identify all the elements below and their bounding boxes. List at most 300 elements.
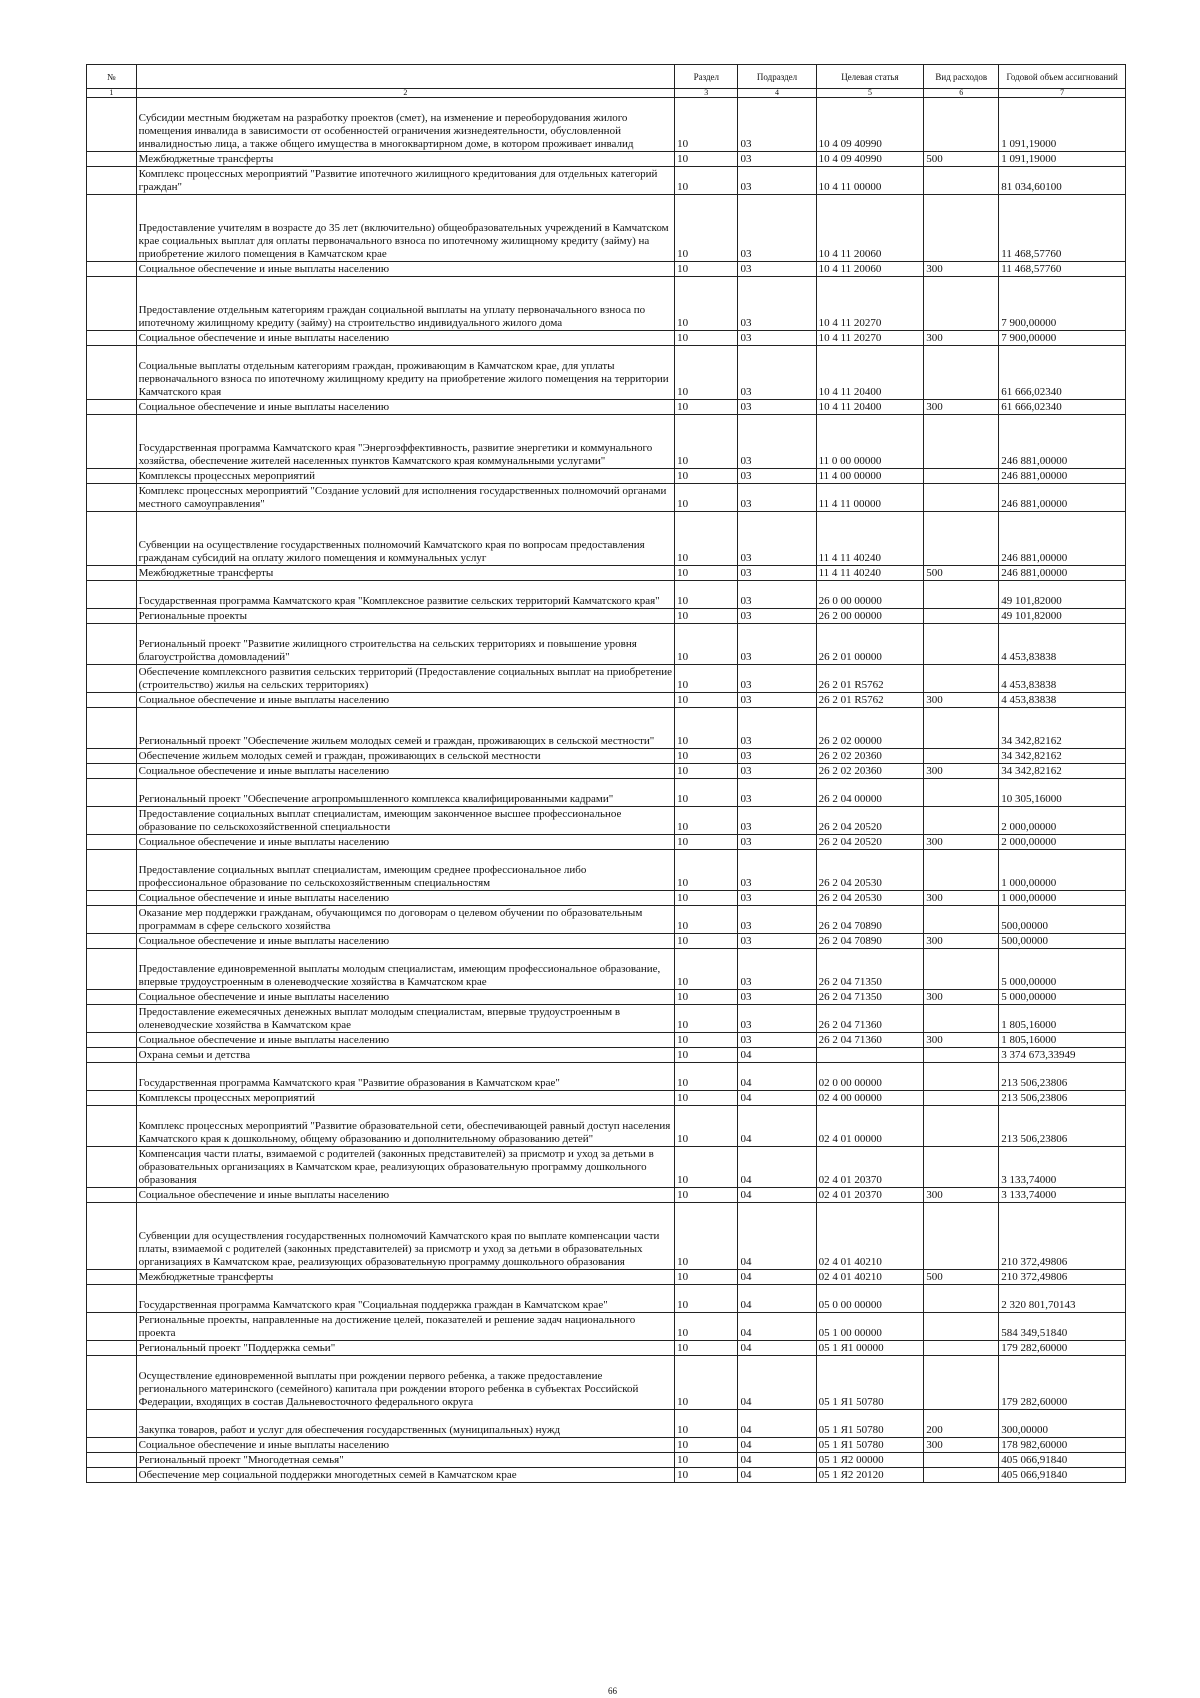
table-row <box>87 1091 1126 1106</box>
row-amount-cell: 5 000,00000 <box>999 949 1126 990</box>
row-subsection-cell: 03 <box>738 167 816 195</box>
table-row <box>87 807 1126 835</box>
row-target-article-cell: 26 2 02 20360 <box>816 749 924 764</box>
row-expense-type-cell <box>924 906 999 934</box>
row-section-cell: 10 <box>675 1106 738 1147</box>
table-row <box>87 779 1126 807</box>
row-section-cell: 10 <box>675 1313 738 1341</box>
row-amount-cell: 1 000,00000 <box>999 891 1126 906</box>
row-name-cell: Социальное обеспечение и иные выплаты населению <box>136 400 675 415</box>
row-expense-type-cell: 500 <box>924 1270 999 1285</box>
row-amount-cell: 246 881,00000 <box>999 566 1126 581</box>
table-row <box>87 1033 1126 1048</box>
row-subsection-cell: 03 <box>738 850 816 891</box>
row-expense-type-cell: 300 <box>924 1438 999 1453</box>
row-amount-cell: 2 000,00000 <box>999 807 1126 835</box>
row-name-cell: Предоставление социальных выплат специалистам, имеющим законченное высшее профессиональное образование по сельскохозяйственной специальности <box>136 807 675 835</box>
row-name-cell: Государственная программа Камчатского края "Комплексное развитие сельских территорий Камчатского края" <box>136 581 675 609</box>
row-number-cell <box>87 469 137 484</box>
table-row <box>87 152 1126 167</box>
budget-table <box>86 64 1126 1483</box>
row-expense-type-cell <box>924 850 999 891</box>
row-number-cell <box>87 1203 137 1270</box>
row-expense-type-cell: 300 <box>924 934 999 949</box>
row-section-cell: 10 <box>675 1091 738 1106</box>
row-target-article-cell: 26 2 04 20520 <box>816 835 924 850</box>
table-row <box>87 1341 1126 1356</box>
row-number-cell <box>87 1453 137 1468</box>
row-target-article-cell: 05 1 Я1 50780 <box>816 1356 924 1410</box>
row-subsection-cell: 04 <box>738 1106 816 1147</box>
row-number-cell <box>87 98 137 152</box>
row-subsection-cell: 04 <box>738 1285 816 1313</box>
table-row <box>87 98 1126 152</box>
row-expense-type-cell <box>924 195 999 262</box>
row-number-cell <box>87 708 137 749</box>
row-amount-cell: 3 133,74000 <box>999 1147 1126 1188</box>
row-section-cell: 10 <box>675 1203 738 1270</box>
header-subsection: Подраздел <box>738 65 816 89</box>
row-number-cell <box>87 1063 137 1091</box>
column-index: 4 <box>738 89 816 98</box>
row-amount-cell: 246 881,00000 <box>999 484 1126 512</box>
row-expense-type-cell <box>924 779 999 807</box>
row-section-cell: 10 <box>675 1468 738 1483</box>
table-row <box>87 1468 1126 1483</box>
row-amount-cell: 61 666,02340 <box>999 346 1126 400</box>
row-section-cell: 10 <box>675 1005 738 1033</box>
row-subsection-cell: 03 <box>738 990 816 1005</box>
row-section-cell: 10 <box>675 609 738 624</box>
row-name-cell: Региональные проекты, направленные на достижение целей, показателей и решение задач национального проекта <box>136 1313 675 1341</box>
row-subsection-cell: 03 <box>738 693 816 708</box>
row-target-article-cell: 11 4 11 40240 <box>816 566 924 581</box>
row-section-cell: 10 <box>675 1033 738 1048</box>
row-amount-cell: 178 982,60000 <box>999 1438 1126 1453</box>
row-expense-type-cell <box>924 609 999 624</box>
row-number-cell <box>87 152 137 167</box>
row-number-cell <box>87 1188 137 1203</box>
row-expense-type-cell <box>924 1341 999 1356</box>
row-section-cell: 10 <box>675 195 738 262</box>
row-name-cell: Оказание мер поддержки гражданам, обучающимся по договорам о целевом обучении по образовательным программам в сфере сельского хозяйства <box>136 906 675 934</box>
table-row <box>87 891 1126 906</box>
row-amount-cell: 4 453,83838 <box>999 693 1126 708</box>
row-section-cell: 10 <box>675 665 738 693</box>
row-amount-cell: 34 342,82162 <box>999 749 1126 764</box>
row-number-cell <box>87 1313 137 1341</box>
row-name-cell: Комплекс процессных мероприятий "Развитие ипотечного жилищного кредитования для отдельных категорий граждан" <box>136 167 675 195</box>
row-expense-type-cell: 300 <box>924 990 999 1005</box>
row-name-cell: Социальное обеспечение и иные выплаты населению <box>136 764 675 779</box>
row-section-cell: 10 <box>675 779 738 807</box>
row-expense-type-cell <box>924 624 999 665</box>
row-expense-type-cell <box>924 469 999 484</box>
table-row <box>87 949 1126 990</box>
row-target-article-cell: 26 2 01 00000 <box>816 624 924 665</box>
row-number-cell <box>87 581 137 609</box>
row-section-cell: 10 <box>675 1048 738 1063</box>
row-name-cell: Межбюджетные трансферты <box>136 1270 675 1285</box>
row-amount-cell: 49 101,82000 <box>999 581 1126 609</box>
row-subsection-cell: 03 <box>738 400 816 415</box>
row-name-cell: Социальное обеспечение и иные выплаты населению <box>136 262 675 277</box>
row-expense-type-cell: 300 <box>924 693 999 708</box>
row-name-cell: Государственная программа Камчатского края "Энергоэффективность, развитие энергетики и коммунального хозяйства, обеспечение жителей населенных пунктов Камчатского края коммунальными услугами" <box>136 415 675 469</box>
row-number-cell <box>87 891 137 906</box>
row-subsection-cell: 03 <box>738 581 816 609</box>
row-subsection-cell: 03 <box>738 807 816 835</box>
row-number-cell <box>87 949 137 990</box>
table-row <box>87 400 1126 415</box>
table-row <box>87 749 1126 764</box>
row-name-cell: Комплекс процессных мероприятий "Развитие образовательной сети, обеспечивающей равный доступ населения Камчатского края к дошкольному, общему образованию и дополнительному образованию детей" <box>136 1106 675 1147</box>
row-subsection-cell: 03 <box>738 1005 816 1033</box>
table-row <box>87 906 1126 934</box>
row-name-cell: Региональный проект "Многодетная семья" <box>136 1453 675 1468</box>
row-amount-cell: 1 805,16000 <box>999 1005 1126 1033</box>
row-amount-cell: 1 000,00000 <box>999 850 1126 891</box>
row-expense-type-cell <box>924 512 999 566</box>
row-target-article-cell: 05 1 Я2 20120 <box>816 1468 924 1483</box>
table-row <box>87 708 1126 749</box>
table-row <box>87 262 1126 277</box>
row-amount-cell: 405 066,91840 <box>999 1468 1126 1483</box>
row-subsection-cell: 03 <box>738 934 816 949</box>
row-number-cell <box>87 1033 137 1048</box>
row-amount-cell: 500,00000 <box>999 934 1126 949</box>
row-expense-type-cell <box>924 1106 999 1147</box>
row-target-article-cell: 11 4 11 40240 <box>816 512 924 566</box>
table-row <box>87 1438 1126 1453</box>
row-target-article-cell: 02 4 01 20370 <box>816 1147 924 1188</box>
row-name-cell: Закупка товаров, работ и услуг для обеспечения государственных (муниципальных) нужд <box>136 1410 675 1438</box>
row-name-cell: Предоставление отдельным категориям граждан социальной выплаты на уплату первоначального взноса по ипотечному жилищному кредиту (займу) на строительство индивидуального жилого дома <box>136 277 675 331</box>
row-expense-type-cell <box>924 1147 999 1188</box>
row-expense-type-cell <box>924 708 999 749</box>
row-section-cell: 10 <box>675 1063 738 1091</box>
row-target-article-cell: 02 4 00 00000 <box>816 1091 924 1106</box>
row-expense-type-cell <box>924 1091 999 1106</box>
row-name-cell: Обеспечение мер социальной поддержки многодетных семей в Камчатском крае <box>136 1468 675 1483</box>
row-target-article-cell: 10 4 11 20060 <box>816 262 924 277</box>
row-number-cell <box>87 331 137 346</box>
row-target-article-cell: 10 4 11 20270 <box>816 331 924 346</box>
table-row <box>87 1048 1126 1063</box>
table-row <box>87 990 1126 1005</box>
row-subsection-cell: 03 <box>738 484 816 512</box>
row-amount-cell: 11 468,57760 <box>999 262 1126 277</box>
table-row <box>87 1106 1126 1147</box>
row-expense-type-cell <box>924 1048 999 1063</box>
row-amount-cell: 584 349,51840 <box>999 1313 1126 1341</box>
row-subsection-cell: 03 <box>738 779 816 807</box>
row-number-cell <box>87 195 137 262</box>
row-section-cell: 10 <box>675 346 738 400</box>
row-target-article-cell: 05 1 Я2 00000 <box>816 1453 924 1468</box>
row-expense-type-cell <box>924 1313 999 1341</box>
row-subsection-cell: 04 <box>738 1147 816 1188</box>
row-expense-type-cell <box>924 167 999 195</box>
table-body <box>87 98 1126 1483</box>
row-name-cell: Предоставление учителям в возрасте до 35 лет (включительно) общеобразовательных учреждений в Камчатском крае социальных выплат для оплаты первоначального взноса по ипотечному жилищному кредиту (займу) на приобретение жилого помещения в Камчатском крае <box>136 195 675 262</box>
table-row <box>87 835 1126 850</box>
table-row <box>87 693 1126 708</box>
table-row <box>87 850 1126 891</box>
row-section-cell: 10 <box>675 693 738 708</box>
row-section-cell: 10 <box>675 1438 738 1453</box>
row-name-cell: Компенсация части платы, взимаемой с родителей (законных представителей) за присмотр и уход за детьми в образовательных организациях в Камчатском крае, реализующих образовательную программу дошкольного образования <box>136 1147 675 1188</box>
row-amount-cell: 213 506,23806 <box>999 1106 1126 1147</box>
row-amount-cell: 246 881,00000 <box>999 415 1126 469</box>
row-expense-type-cell <box>924 807 999 835</box>
row-section-cell: 10 <box>675 1341 738 1356</box>
row-name-cell: Социальные выплаты отдельным категориям граждан, проживающим в Камчатском крае, для уплаты первоначального взноса по ипотечному жилищному кредиту на приобретение жилого помещения на территории Камчатского края <box>136 346 675 400</box>
row-target-article-cell: 10 4 11 00000 <box>816 167 924 195</box>
row-amount-cell: 1 091,19000 <box>999 152 1126 167</box>
row-section-cell: 10 <box>675 400 738 415</box>
row-subsection-cell: 04 <box>738 1341 816 1356</box>
row-name-cell: Социальное обеспечение и иные выплаты населению <box>136 1438 675 1453</box>
row-number-cell <box>87 665 137 693</box>
row-number-cell <box>87 1438 137 1453</box>
column-index: 7 <box>999 89 1126 98</box>
budget-table-sheet <box>86 64 1126 1483</box>
row-amount-cell: 300,00000 <box>999 1410 1126 1438</box>
table-row <box>87 1453 1126 1468</box>
row-expense-type-cell: 200 <box>924 1410 999 1438</box>
row-target-article-cell: 26 2 01 R5762 <box>816 693 924 708</box>
row-target-article-cell: 02 4 01 40210 <box>816 1203 924 1270</box>
row-amount-cell: 179 282,60000 <box>999 1356 1126 1410</box>
row-subsection-cell: 03 <box>738 512 816 566</box>
column-index: 1 <box>87 89 137 98</box>
table-row <box>87 195 1126 262</box>
row-amount-cell: 2 320 801,70143 <box>999 1285 1126 1313</box>
row-expense-type-cell: 300 <box>924 1188 999 1203</box>
row-section-cell: 10 <box>675 469 738 484</box>
row-expense-type-cell <box>924 1468 999 1483</box>
row-expense-type-cell: 300 <box>924 835 999 850</box>
table-row <box>87 1005 1126 1033</box>
header-row <box>87 65 1126 89</box>
row-section-cell: 10 <box>675 708 738 749</box>
column-index: 6 <box>924 89 999 98</box>
row-amount-cell: 49 101,82000 <box>999 609 1126 624</box>
row-target-article-cell: 05 1 Я1 50780 <box>816 1410 924 1438</box>
row-number-cell <box>87 1147 137 1188</box>
row-subsection-cell: 03 <box>738 195 816 262</box>
row-target-article-cell: 26 2 04 71350 <box>816 949 924 990</box>
table-row <box>87 934 1126 949</box>
row-number-cell <box>87 764 137 779</box>
column-index: 3 <box>675 89 738 98</box>
row-amount-cell: 500,00000 <box>999 906 1126 934</box>
row-amount-cell: 3 374 673,33949 <box>999 1048 1126 1063</box>
row-number-cell <box>87 807 137 835</box>
row-subsection-cell: 03 <box>738 949 816 990</box>
row-subsection-cell: 03 <box>738 708 816 749</box>
row-expense-type-cell <box>924 665 999 693</box>
row-subsection-cell: 04 <box>738 1188 816 1203</box>
row-expense-type-cell: 300 <box>924 400 999 415</box>
row-amount-cell: 61 666,02340 <box>999 400 1126 415</box>
row-expense-type-cell <box>924 346 999 400</box>
row-expense-type-cell: 300 <box>924 891 999 906</box>
row-section-cell: 10 <box>675 764 738 779</box>
row-subsection-cell: 03 <box>738 566 816 581</box>
row-subsection-cell: 03 <box>738 891 816 906</box>
row-target-article-cell: 02 4 01 20370 <box>816 1188 924 1203</box>
row-target-article-cell: 05 1 00 00000 <box>816 1313 924 1341</box>
row-target-article-cell: 26 2 04 71360 <box>816 1033 924 1048</box>
row-section-cell: 10 <box>675 807 738 835</box>
table-row <box>87 665 1126 693</box>
table-row <box>87 1203 1126 1270</box>
row-number-cell <box>87 693 137 708</box>
row-number-cell <box>87 167 137 195</box>
row-section-cell: 10 <box>675 415 738 469</box>
row-section-cell: 10 <box>675 152 738 167</box>
row-target-article-cell: 11 0 00 00000 <box>816 415 924 469</box>
row-target-article-cell: 10 4 11 20400 <box>816 346 924 400</box>
row-name-cell: Предоставление единовременной выплаты молодым специалистам, имеющим профессиональное образование, впервые трудоустроенным в оленеводческие хозяйства в Камчатском крае <box>136 949 675 990</box>
row-amount-cell: 1 091,19000 <box>999 98 1126 152</box>
row-name-cell: Региональный проект "Обеспечение жильем молодых семей и граждан, проживающих в сельской местности" <box>136 708 675 749</box>
row-name-cell: Социальное обеспечение и иные выплаты населению <box>136 934 675 949</box>
row-number-cell <box>87 779 137 807</box>
row-section-cell: 10 <box>675 262 738 277</box>
row-subsection-cell: 03 <box>738 277 816 331</box>
row-name-cell: Региональный проект "Обеспечение агропромышленного комплекса квалифицированными кадрами" <box>136 779 675 807</box>
row-target-article-cell: 10 4 09 40990 <box>816 98 924 152</box>
row-target-article-cell: 26 2 02 00000 <box>816 708 924 749</box>
row-number-cell <box>87 512 137 566</box>
row-subsection-cell: 03 <box>738 624 816 665</box>
row-target-article-cell: 26 2 00 00000 <box>816 609 924 624</box>
row-target-article-cell: 26 2 04 71350 <box>816 990 924 1005</box>
row-subsection-cell: 03 <box>738 906 816 934</box>
row-amount-cell: 34 342,82162 <box>999 764 1126 779</box>
row-subsection-cell: 03 <box>738 152 816 167</box>
row-name-cell: Социальное обеспечение и иные выплаты населению <box>136 990 675 1005</box>
row-section-cell: 10 <box>675 749 738 764</box>
row-section-cell: 10 <box>675 1453 738 1468</box>
row-subsection-cell: 03 <box>738 98 816 152</box>
row-number-cell <box>87 1341 137 1356</box>
table-row <box>87 1147 1126 1188</box>
table-row <box>87 331 1126 346</box>
row-expense-type-cell <box>924 415 999 469</box>
row-name-cell: Субвенции на осуществление государственных полномочий Камчатского края по вопросам предоставления гражданам субсидий на оплату жилого помещения и коммунальных услуг <box>136 512 675 566</box>
row-subsection-cell: 03 <box>738 665 816 693</box>
row-number-cell <box>87 1005 137 1033</box>
row-target-article-cell: 26 2 04 20530 <box>816 850 924 891</box>
row-target-article-cell: 02 0 00 00000 <box>816 1063 924 1091</box>
row-name-cell: Региональные проекты <box>136 609 675 624</box>
row-target-article-cell: 10 4 11 20060 <box>816 195 924 262</box>
row-number-cell <box>87 609 137 624</box>
row-amount-cell: 2 000,00000 <box>999 835 1126 850</box>
row-number-cell <box>87 749 137 764</box>
table-row <box>87 1356 1126 1410</box>
row-name-cell: Межбюджетные трансферты <box>136 566 675 581</box>
row-amount-cell: 4 453,83838 <box>999 665 1126 693</box>
row-expense-type-cell: 300 <box>924 1033 999 1048</box>
header-name <box>136 65 675 89</box>
row-name-cell: Социальное обеспечение и иные выплаты населению <box>136 891 675 906</box>
row-expense-type-cell: 300 <box>924 262 999 277</box>
row-subsection-cell: 03 <box>738 609 816 624</box>
row-name-cell: Комплексы процессных мероприятий <box>136 469 675 484</box>
table-row <box>87 415 1126 469</box>
table-row <box>87 1285 1126 1313</box>
column-index: 5 <box>816 89 924 98</box>
row-number-cell <box>87 990 137 1005</box>
row-number-cell <box>87 566 137 581</box>
table-row <box>87 609 1126 624</box>
header-target-article: Целевая статья <box>816 65 924 89</box>
row-section-cell: 10 <box>675 331 738 346</box>
row-number-cell <box>87 415 137 469</box>
row-expense-type-cell: 500 <box>924 566 999 581</box>
row-section-cell: 10 <box>675 949 738 990</box>
row-name-cell: Социальное обеспечение и иные выплаты населению <box>136 1033 675 1048</box>
row-number-cell <box>87 1468 137 1483</box>
row-number-cell <box>87 1106 137 1147</box>
row-expense-type-cell <box>924 1005 999 1033</box>
table-row <box>87 484 1126 512</box>
row-amount-cell: 1 805,16000 <box>999 1033 1126 1048</box>
row-subsection-cell: 04 <box>738 1091 816 1106</box>
row-number-cell <box>87 906 137 934</box>
row-subsection-cell: 04 <box>738 1063 816 1091</box>
row-name-cell: Субвенции для осуществления государственных полномочий Камчатского края по выплате компенсации части платы, взимаемой с родителей (законных представителей) за присмотр и уход за детьми в образовательных организациях в Камчатском крае, реализующих образовательную программу дошкольного образования <box>136 1203 675 1270</box>
row-number-cell <box>87 277 137 331</box>
row-section-cell: 10 <box>675 1410 738 1438</box>
row-name-cell: Обеспечение комплексного развития сельских территорий (Предоставление социальных выплат на приобретение (строительство) жилья на сельских территориях) <box>136 665 675 693</box>
row-section-cell: 10 <box>675 566 738 581</box>
row-expense-type-cell <box>924 1203 999 1270</box>
row-expense-type-cell <box>924 1063 999 1091</box>
row-subsection-cell: 04 <box>738 1048 816 1063</box>
row-target-article-cell: 26 2 01 R5762 <box>816 665 924 693</box>
row-expense-type-cell: 500 <box>924 152 999 167</box>
row-subsection-cell: 03 <box>738 469 816 484</box>
table-row <box>87 167 1126 195</box>
row-section-cell: 10 <box>675 484 738 512</box>
row-amount-cell: 5 000,00000 <box>999 990 1126 1005</box>
row-number-cell <box>87 1048 137 1063</box>
table-row <box>87 581 1126 609</box>
row-number-cell <box>87 484 137 512</box>
row-expense-type-cell <box>924 749 999 764</box>
table-row <box>87 764 1126 779</box>
row-amount-cell: 210 372,49806 <box>999 1203 1126 1270</box>
row-name-cell: Комплекс процессных мероприятий "Создание условий для исполнения государственных полномочий органами местного самоуправления" <box>136 484 675 512</box>
row-number-cell <box>87 835 137 850</box>
row-target-article-cell: 26 2 02 20360 <box>816 764 924 779</box>
row-amount-cell: 210 372,49806 <box>999 1270 1126 1285</box>
row-number-cell <box>87 850 137 891</box>
column-index-row <box>87 89 1126 98</box>
row-amount-cell: 179 282,60000 <box>999 1341 1126 1356</box>
table-row <box>87 277 1126 331</box>
row-section-cell: 10 <box>675 1188 738 1203</box>
row-amount-cell: 405 066,91840 <box>999 1453 1126 1468</box>
row-amount-cell: 4 453,83838 <box>999 624 1126 665</box>
row-section-cell: 10 <box>675 850 738 891</box>
